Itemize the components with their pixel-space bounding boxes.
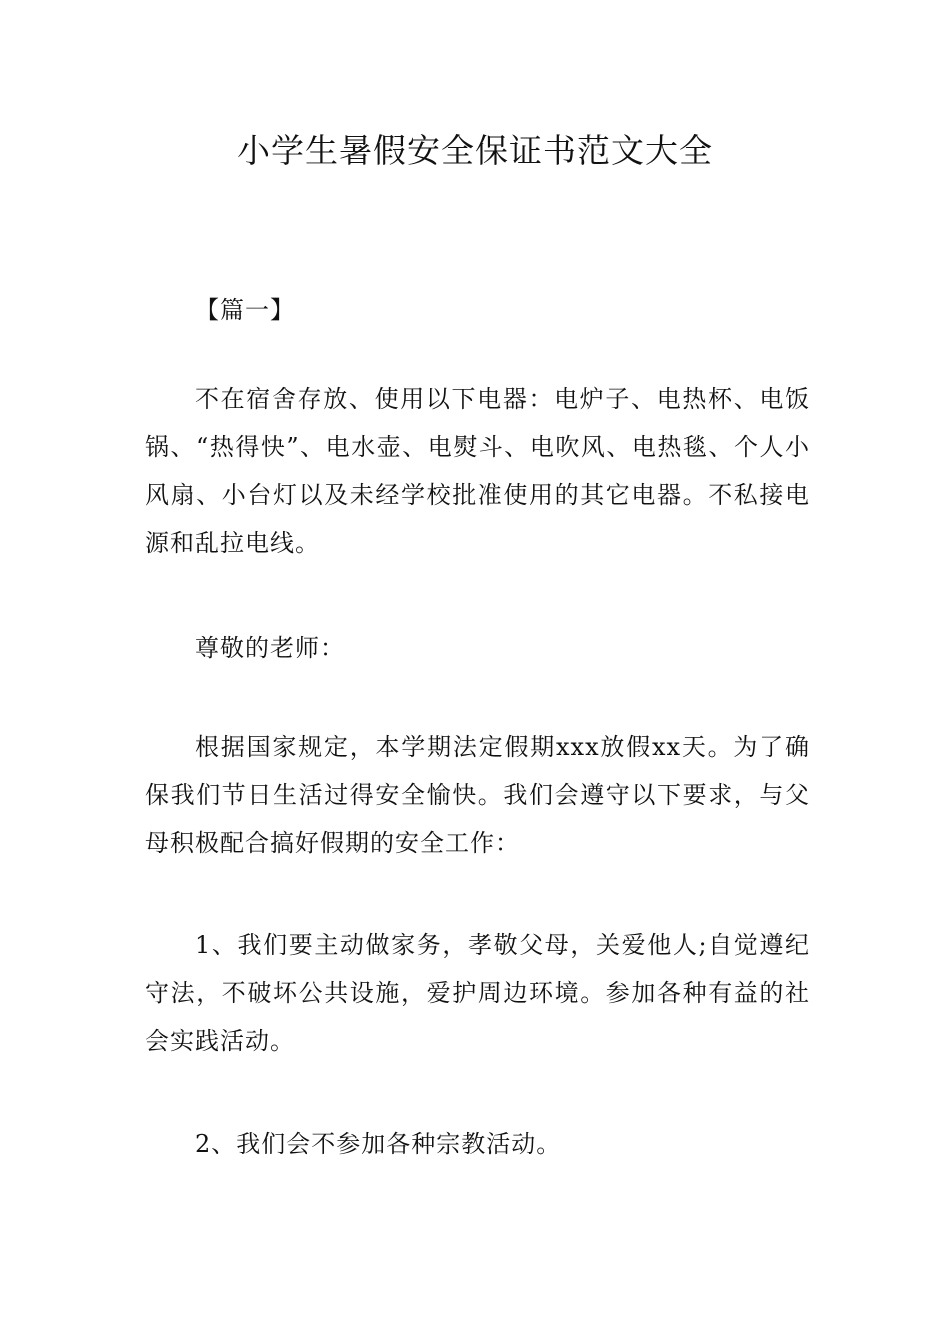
section-heading: 【篇一】 bbox=[195, 296, 295, 324]
paragraph-appliances: 不在宿舍存放、使用以下电器：电炉子、电热杯、电饭锅、“热得快”、电水壶、电熨斗、电吹风、电热毯、个人小风扇、小台灯以及未经学校批准使用的其它电器。不私接电源和乱拉电线。 bbox=[145, 385, 810, 557]
paragraph-item-1: 1、我们要主动做家务，孝敬父母，关爱他人;自觉遵纪守法，不破坏公共设施，爱护周边环境。参加各种有益的社会实践活动。 bbox=[145, 931, 810, 1055]
paragraph-salutation: 尊敬的老师： bbox=[195, 634, 345, 662]
paragraph-intro: 根据国家规定，本学期法定假期xxx放假xx天。为了确保我们节日生活过得安全愉快。我们会遵守以下要求，与父母积极配合搞好假期的安全工作： bbox=[145, 733, 810, 857]
document-title: 小学生暑假安全保证书范文大全 bbox=[237, 131, 713, 170]
paragraph-item-2: 2、我们会不参加各种宗教活动。 bbox=[195, 1130, 562, 1158]
